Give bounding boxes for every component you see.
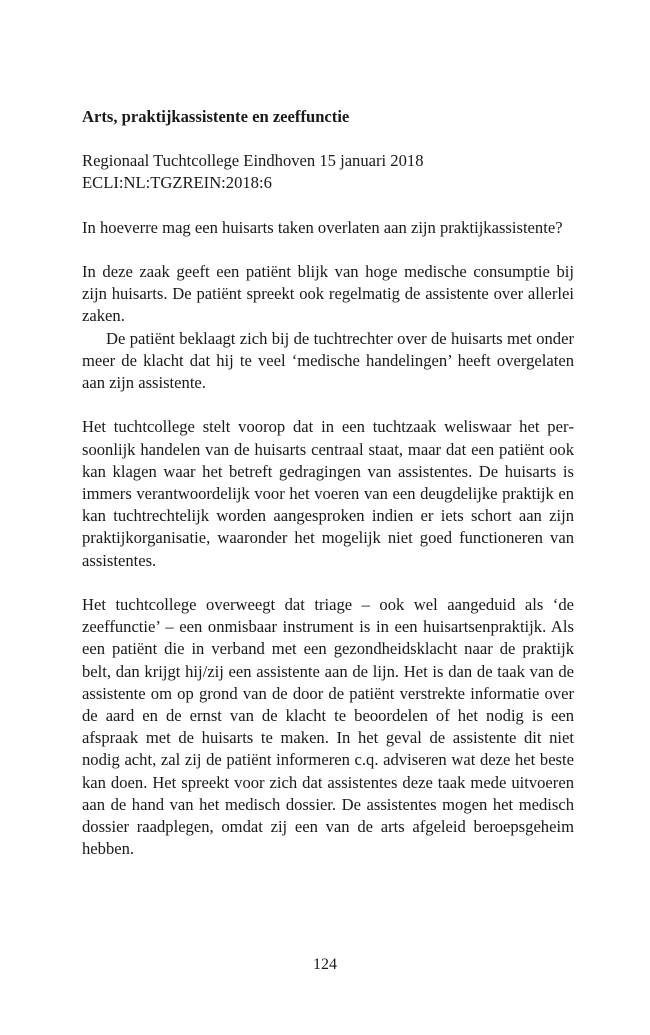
court-and-date: Regionaal Tuchtcollege Eindhoven 15 januari 2018	[82, 151, 424, 171]
case-reference	[82, 150, 574, 194]
page-number: 124	[313, 956, 337, 973]
paragraph-3: Het tuchtcollege stelt voorop dat in een tuchtzaak weliswaar het persoonlijk handelen van de huisarts centraal staat, maar dat een patiënt ook kan klagen waar het betreft gedragingen van assistentes. De huisarts is immers verantwoordelijk voor het voeren van een deugdelijke praktijk en kan tuchtrechtelijk worden aangesproken indien er iets schort aan zijn praktijkorganisatie, waaronder het mogelijk niet goed functioneren van assistentes.	[82, 417, 574, 570]
article-title: Arts, praktijkassistente en zeeffunctie	[82, 107, 350, 126]
question-paragraph: In hoeverre mag een huisarts taken overlaten aan zijn praktijkassistente?	[82, 217, 563, 237]
paragraph-1: In deze zaak geeft een patiënt blijk van hoge medische consumptie bij zijn huisarts. De patiënt spreekt ook regelmatig de assistente over allerlei zaken.	[82, 262, 574, 326]
ecli-number: ECLI:NL:TGZREIN:2018:6	[82, 173, 272, 193]
paragraph-2: De patiënt beklaagt zich bij de tuchtrechter over de huisarts met onder meer de klacht dat hij te veel ‘medische handelingen’ heeft overgelaten aan zijn assistente.	[82, 328, 574, 393]
page-body	[82, 106, 574, 860]
paragraph-4: Het tuchtcollege overweegt dat triage – ook wel aangeduid als ‘de zeeffunctie’ – een onmisbaar instrument is in een huisartsenpraktijk. Als een patiënt die in verband met een gezondheidsklacht naar de praktijk belt, dan krijgt hij/zij een assistente aan de lijn. Het is dan de taak van de assistente om op grond van de door de patiënt verstrekte informatie over de aard en de ernst van de klacht te beoordelen of het nodig is een afspraak met de huisarts te maken. In het geval de assistente dit niet nodig acht, zal zij de patiënt informeren c.q. adviseren wat deze het beste kan doen. Het spreekt voor zich dat assistentes deze taak mede uitvoeren aan de hand van het medisch dossier. De assistentes mogen het medisch dossier raadplegen, omdat zij een van de arts afgeleid beroepsgeheim hebben.	[82, 595, 574, 859]
